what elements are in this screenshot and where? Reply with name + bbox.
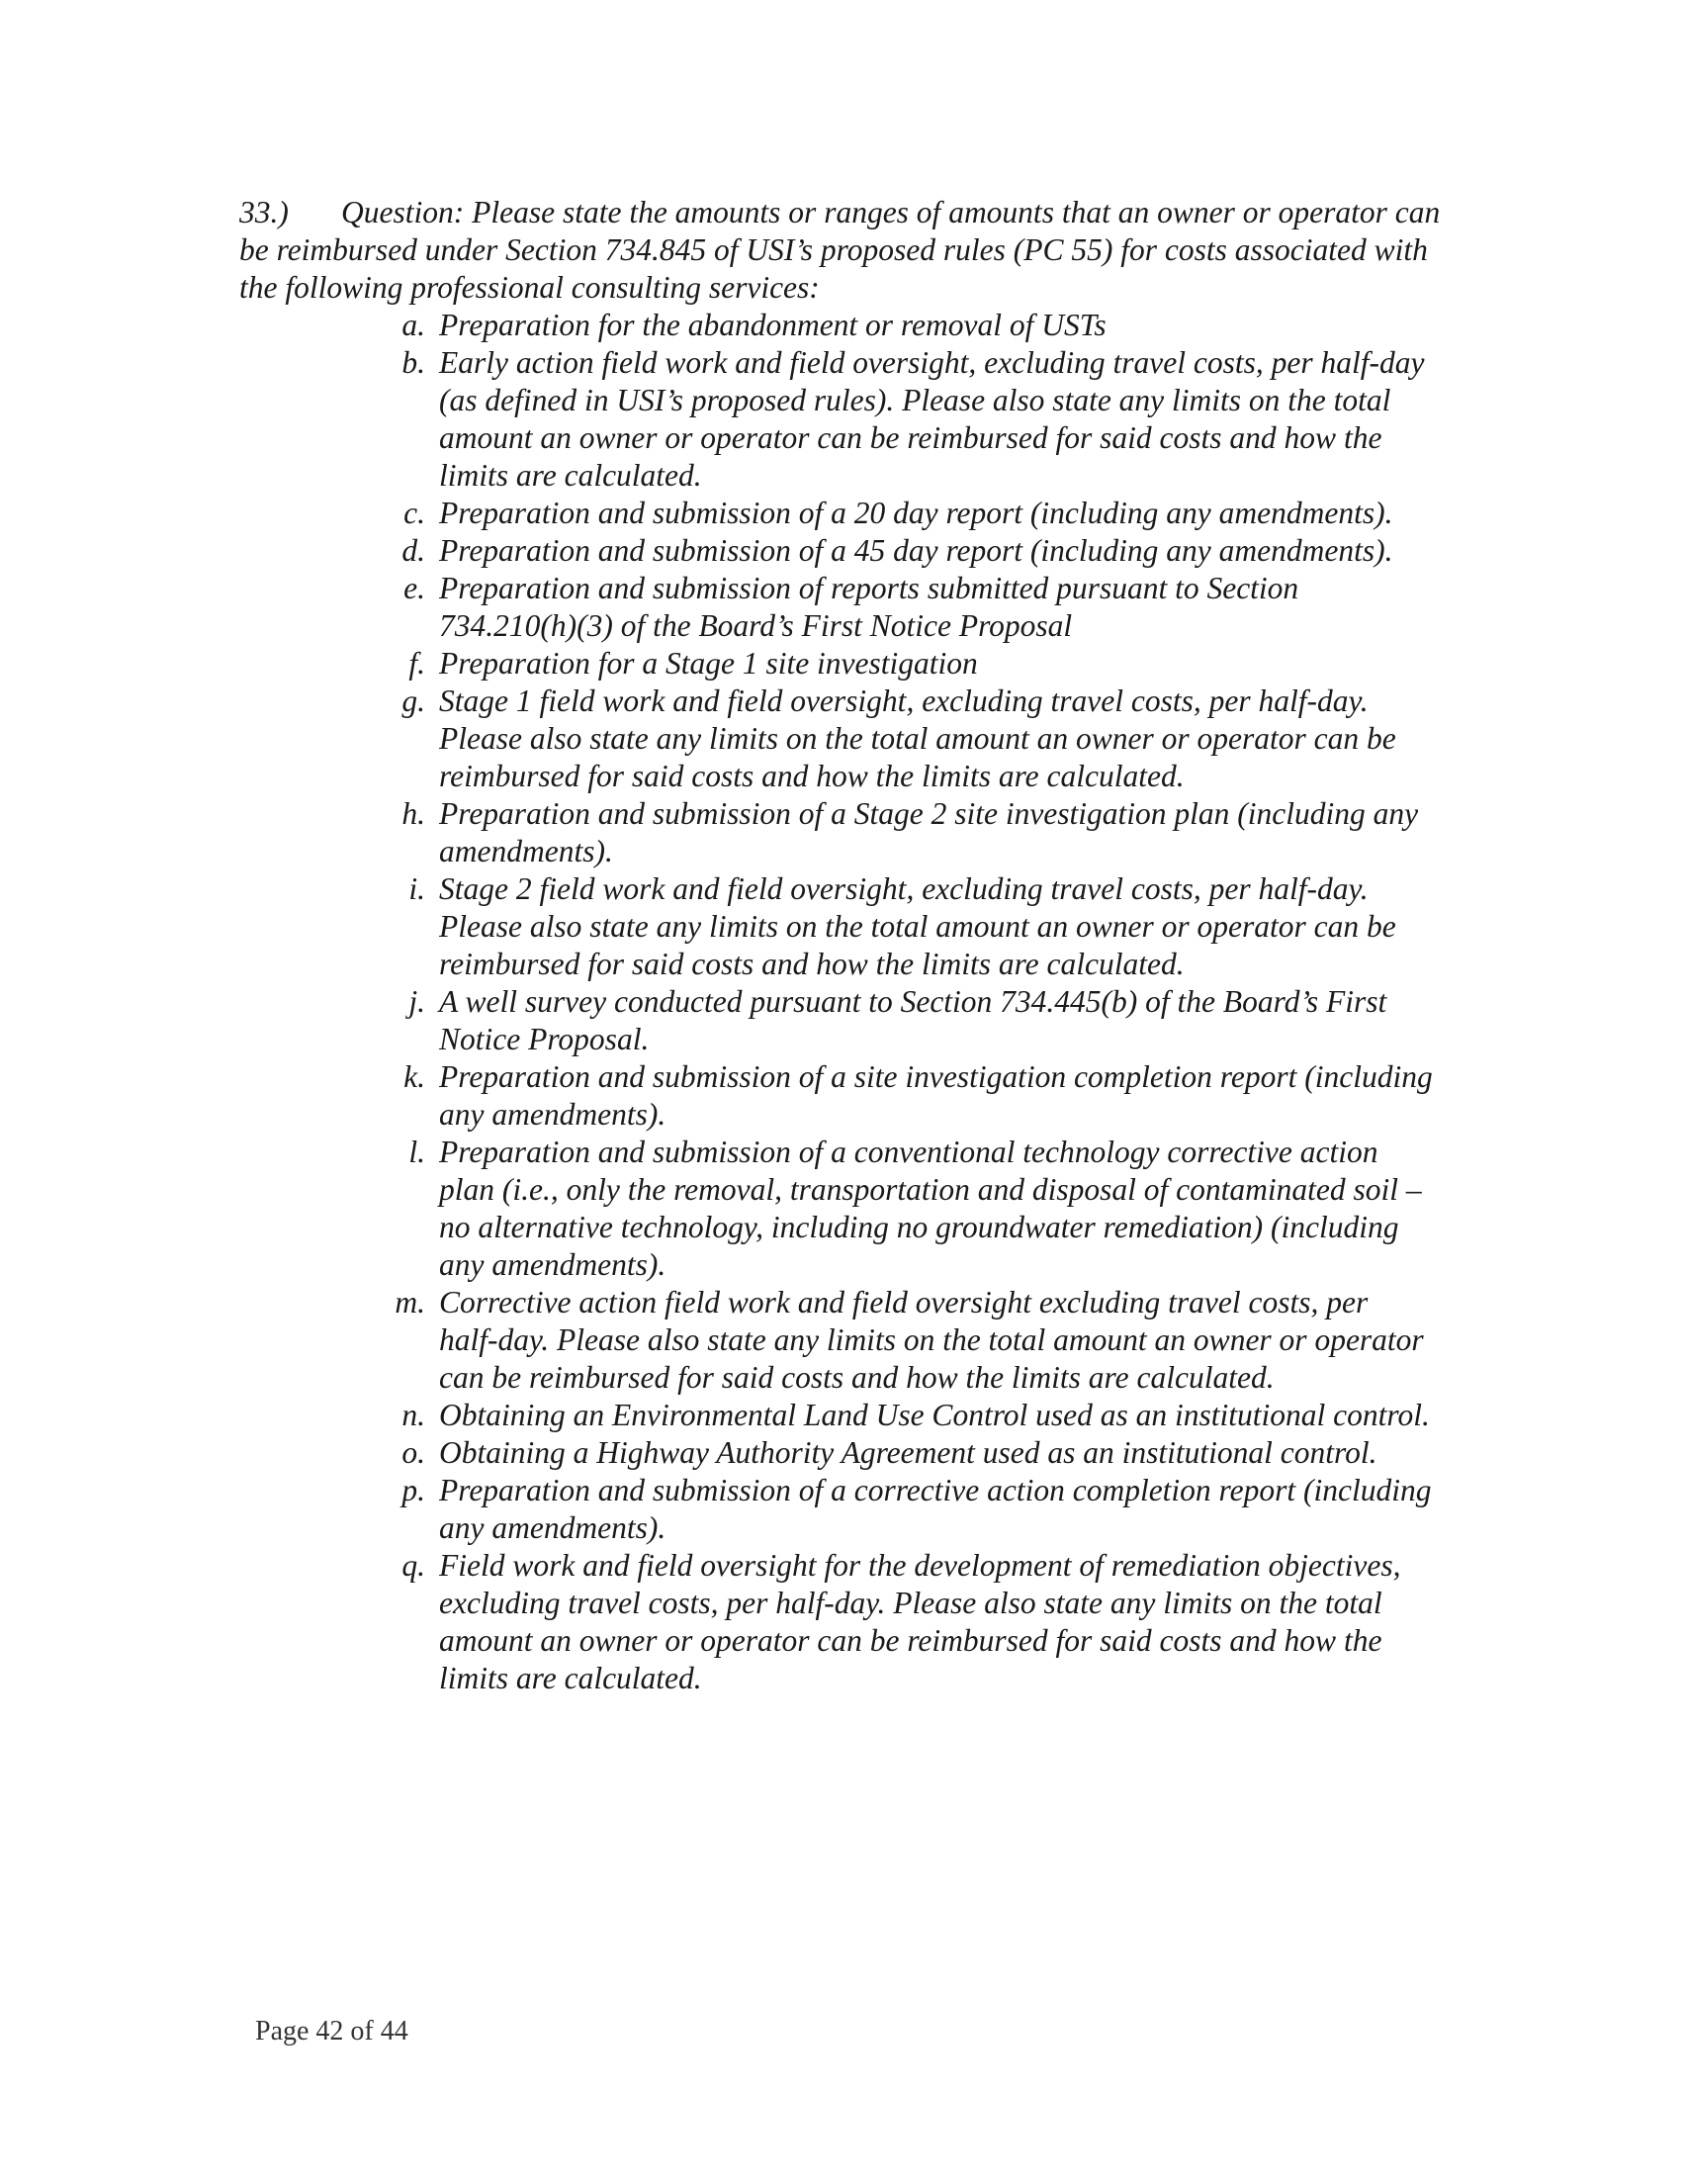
- list-item-b: [386, 344, 1434, 495]
- list-marker: l.: [408, 1135, 425, 1169]
- list-item-l: [386, 1134, 1434, 1284]
- question-text: Question: Please state the amounts or ranges of amounts that an owner or operator can be reimbursed under Section 734.845 of USI’s proposed rules (PC 55) for costs associated with the following professional consulting services:: [239, 195, 1441, 305]
- list-marker: f.: [408, 646, 425, 681]
- list-item-text: Obtaining an Environmental Land Use Control used as an institutional control.: [439, 1398, 1430, 1432]
- item-list: [386, 307, 1434, 1697]
- list-item-text: Field work and field oversight for the development of remediation objectives, excluding travel costs, per half-day. Please also state any limits on the total amount an owner or operator can be reimbursed for said costs and how the limits are calculated.: [439, 1548, 1401, 1695]
- list-item-i: [386, 870, 1434, 983]
- list-marker: j.: [408, 984, 425, 1019]
- list-marker: o.: [401, 1435, 425, 1470]
- list-item-h: [386, 795, 1434, 870]
- list-item-e: [386, 570, 1434, 645]
- list-item-k: [386, 1058, 1434, 1134]
- list-item-text: Stage 2 field work and field oversight, excluding travel costs, per half-day. Please also state any limits on the total amount an owner or operator can be reimbursed for said costs and how the limits are calculated.: [439, 871, 1396, 981]
- list-marker: g.: [401, 683, 425, 718]
- list-item-text: Preparation and submission of a corrective action completion report (including any amendments).: [439, 1473, 1432, 1545]
- list-marker: b.: [401, 345, 425, 380]
- list-marker: i.: [408, 871, 425, 906]
- list-item-n: [386, 1397, 1434, 1434]
- list-item-text: Preparation for a Stage 1 site investigation: [439, 646, 978, 681]
- list-item-text: Preparation and submission of reports submitted pursuant to Section 734.210(h)(3) of the Board’s First Notice Proposal: [439, 571, 1299, 643]
- list-item-text: Preparation and submission of a 45 day report (including any amendments).: [439, 533, 1393, 568]
- list-item-text: Corrective action field work and field oversight excluding travel costs, per half-day. Please also state any limits on the total amount an owner or operator can be reimbursed for said costs and how the limits are calculated.: [439, 1285, 1424, 1395]
- list-marker: k.: [403, 1059, 425, 1094]
- list-item-text: Preparation and submission of a Stage 2 site investigation plan (including any amendments).: [439, 796, 1419, 868]
- list-item-f: [386, 645, 1434, 682]
- list-item-text: A well survey conducted pursuant to Section 734.445(b) of the Board’s First Notice Proposal.: [439, 984, 1387, 1056]
- page-number: Page 42 of 44: [255, 2016, 408, 2047]
- list-marker: a.: [401, 308, 425, 342]
- list-marker: n.: [401, 1398, 425, 1432]
- list-marker: d.: [401, 533, 425, 568]
- list-item-q: [386, 1547, 1434, 1697]
- list-marker: c.: [403, 496, 425, 530]
- list-item-text: Preparation for the abandonment or removal of USTs: [439, 308, 1107, 342]
- list-marker: e.: [403, 571, 425, 605]
- question-paragraph: [239, 194, 1465, 307]
- list-item-d: [386, 532, 1434, 570]
- list-item-text: Stage 1 field work and field oversight, excluding travel costs, per half-day. Please also state any limits on the total amount an owner or operator can be reimbursed for said costs and how the limits are calculated.: [439, 683, 1396, 793]
- list-item-o: [386, 1434, 1434, 1472]
- list-item-m: [386, 1284, 1434, 1397]
- question-number: 33.): [239, 195, 289, 229]
- list-item-c: [386, 495, 1434, 532]
- list-item-p: [386, 1472, 1434, 1547]
- list-item-text: Obtaining a Highway Authority Agreement used as an institutional control.: [439, 1435, 1377, 1470]
- list-item-a: [386, 307, 1434, 344]
- list-item-text: Preparation and submission of a conventional technology corrective action plan (i.e., only the removal, transportation and disposal of contaminated soil – no alternative technology, including no groundwater remediation) (including any amendments).: [439, 1135, 1422, 1282]
- list-item-j: [386, 983, 1434, 1058]
- list-item-text: Preparation and submission of a site investigation completion report (including any amendments).: [439, 1059, 1433, 1132]
- list-item-g: [386, 682, 1434, 795]
- list-item-text: Early action field work and field oversight, excluding travel costs, per half-day (as defined in USI’s proposed rules). Please also state any limits on the total amount an owner or operator can be reimbursed for said costs and how the limits are calculated.: [439, 345, 1425, 493]
- list-item-text: Preparation and submission of a 20 day report (including any amendments).: [439, 496, 1393, 530]
- list-marker: q.: [401, 1548, 425, 1583]
- list-marker: m.: [395, 1285, 425, 1320]
- list-marker: h.: [401, 796, 425, 831]
- list-marker: p.: [401, 1473, 425, 1507]
